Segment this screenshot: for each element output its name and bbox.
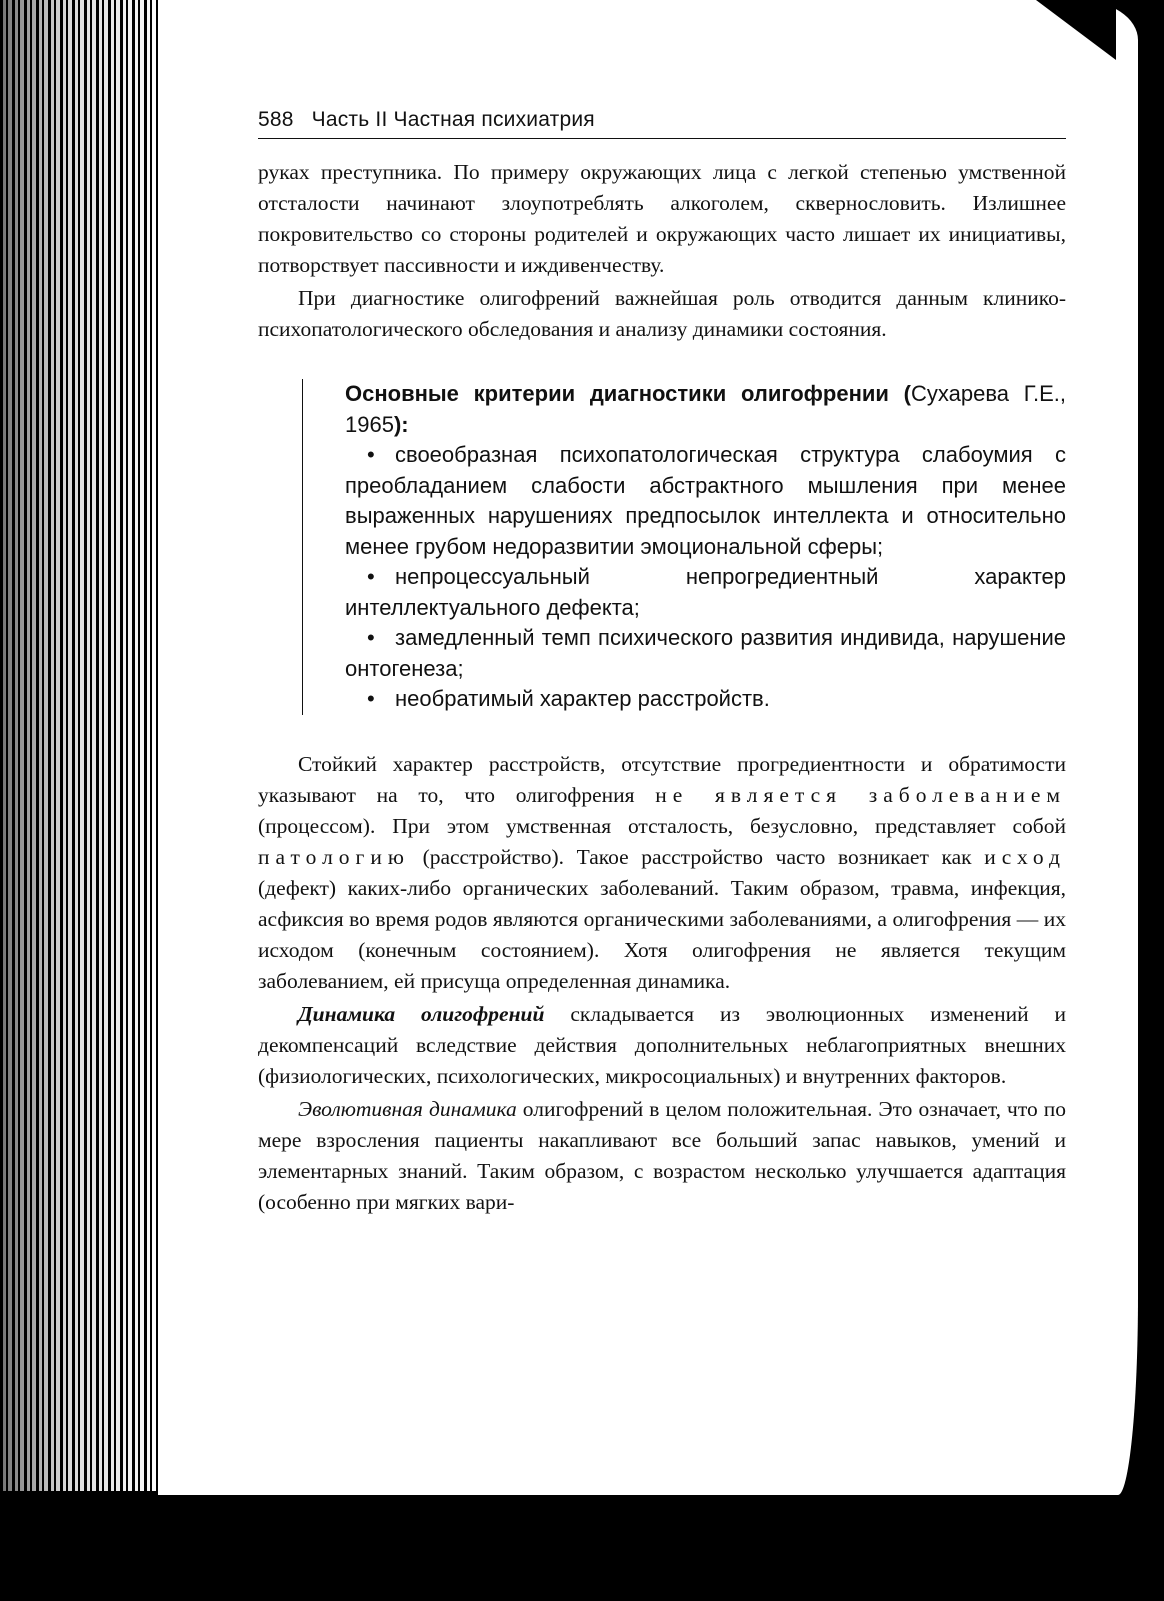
p3-text-e: (расстройство). Такое расстройство часто возникает как [422, 844, 972, 869]
paragraph-3 [258, 749, 1066, 997]
page-corner-shadow [1036, 0, 1116, 60]
scan-bottom-border [0, 1491, 1164, 1601]
p5-term: Эволютивная динамика [298, 1096, 517, 1121]
gutter-shadow [0, 0, 165, 1601]
criteria-list [345, 440, 1066, 715]
p3-emphasis-not-disease: не является заболеванием [655, 782, 1067, 807]
p3-text-a: Стойкий характер расстройств, отсутствие прогредиентности и обратимости указывают на то, что олигофрения [258, 751, 1066, 807]
page-content [258, 108, 1066, 1218]
criteria-item: • непроцессуальный непрогредиентный характер интеллектуального дефекта; [345, 562, 1066, 623]
section-title: Часть II Частная психиатрия [311, 108, 595, 131]
criteria-item: • необратимый характер расстройств. [345, 684, 1066, 715]
paragraph-2: При диагностике олигофрений важнейшая роль отводится данным клинико-психопатологического обследования и анализу динамики состояния. [258, 286, 1066, 341]
criteria-title-paren-close: ): [393, 411, 409, 437]
p5-text: олигофрений в целом положительная. Это означает, что по мере взросления пациенты накапливают все больший запас навыков, умений и элементарных знаний. Таким образом, с возрастом несколько улучшается адаптация (особенно при мягких вари- [258, 1096, 1066, 1214]
p3-emphasis-outcome: исход [984, 844, 1067, 869]
criteria-item: • замедленный темп психического развития индивида, нарушение онтогенеза; [345, 623, 1066, 684]
p3-text-g: (дефект) каких-либо органических заболеваний. Таким образом, травма, инфекция, асфиксия во время родов являются органическими заболеваниями, а олигофрения — их исходом (конечным состоянием). Хотя олигофрения не является текущим заболеванием, ей присуща определенная динамика. [258, 875, 1066, 993]
p3-emphasis-pathology: патологию [258, 844, 410, 869]
criteria-item: • своеобразная психопатологическая структура слабоумия с преобладанием слабости абстрактного мышления при менее выраженных нарушениях предпосылок интеллекта и относительно менее грубом недоразвитии эмоциональной сферы; [345, 440, 1066, 562]
criteria-title-bold: Основные критерии диагностики олигофрении [345, 381, 889, 406]
criteria-box [302, 379, 1066, 715]
paragraph-1: руках преступника. По примеру окружающих лица с легкой степенью умственной отсталости начинают злоупотреблять алкоголем, сквернословить. Излишнее покровительство со стороны родителей и окружающих часто лишает их инициативы, потворствует пассивности и иждивенчеству. [258, 160, 1066, 277]
criteria-title-paren-open: ( [903, 381, 911, 406]
p4-text: складывается из эволюционных изменений и декомпенсаций вследствие действия дополнительных неблагоприятных внешних (физиологических, психологических, микросоциальных) и внутренних факторов. [258, 1001, 1067, 1088]
p4-term: Динамика олигофрений [298, 1001, 545, 1026]
running-head [258, 108, 1066, 139]
page-number: 588 [258, 108, 294, 131]
paragraph-4 [258, 999, 1066, 1092]
criteria-title-author: Сухарева Г.Е., 1965 [345, 381, 1066, 437]
criteria-title [345, 379, 1066, 440]
p3-text-c: (процессом). При этом умственная отсталость, безусловно, представляет собой [258, 813, 1066, 838]
paragraph-5 [258, 1094, 1066, 1218]
